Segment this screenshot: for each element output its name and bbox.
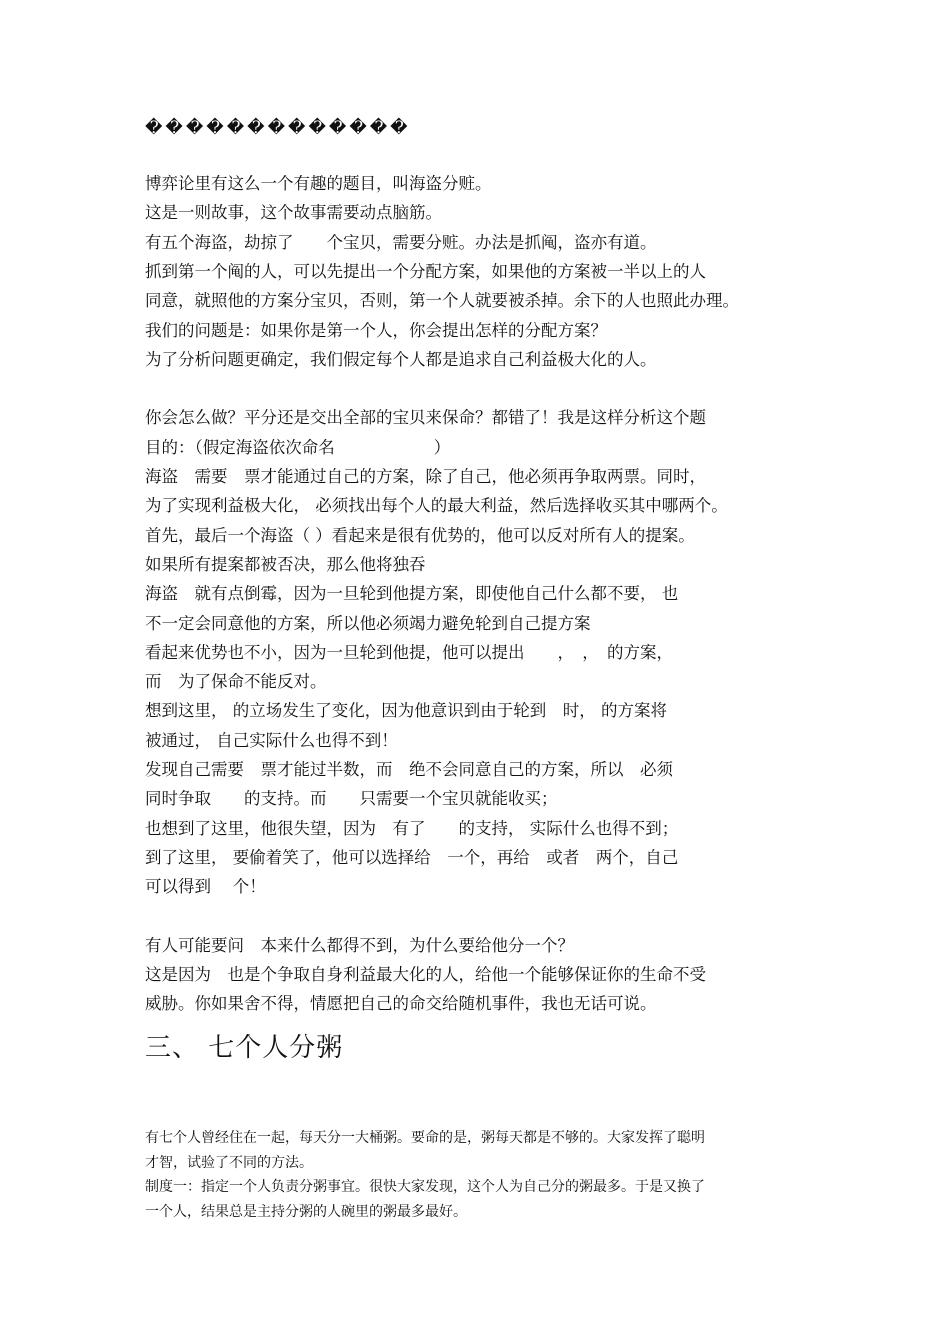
text-line: 发现自己需要 票才能过半数，而 绝不会同意自己的方案，所以 必须 [145, 760, 673, 779]
text-line: 威胁。你如果舍不得，情愿把自己的命交给随机事件，我也无话可说。 [145, 994, 657, 1014]
text-line: 到了这里， 要偷着笑了，他可以选择给 一个，再给 或者 两个，自己 [145, 847, 679, 867]
text-line: 被通过， 自己实际什么也得不到！ [145, 730, 398, 750]
text-line: 同时争取 的支持。而 只需要一个宝贝就能收买； [145, 789, 558, 809]
text-line: 目的：（假定海盗依次命名 ） [145, 437, 451, 457]
text-line: 我们的问题是：如果你是第一个人，你会提出怎样的分配方案？ [145, 320, 607, 340]
text-line: 也想到了这里，他很失望，因为 有了 的支持， 实际什么也得不到； [145, 818, 679, 838]
text-line: 制度一：指定一个人负责分粥事宜。很快大家发现，这个人为自己分的粥最多。于是又换了 [145, 1179, 705, 1195]
text-line: 不一定会同意他的方案，所以他必须竭力避免轮到自己提方案 [145, 613, 591, 633]
text-line: 有人可能要问 本来什么都得不到，为什么要给他分一个？ [145, 935, 574, 955]
text-line: 如果所有提案都被否决，那么他将独吞 [145, 554, 426, 574]
text-line: 一个人，结果总是主持分粥的人碗里的粥最多最好。 [145, 1203, 467, 1220]
text-line: 同意，就照他的方案分宝贝，否则，第一个人就要被杀掉。余下的人也照此办理。 [145, 291, 739, 311]
text-line: 首先，最后一个海盗（ ）看起来是很有优势的，他可以反对所有人的提案。 [145, 525, 695, 545]
text-line: 才智，试验了不同的方法。 [145, 1154, 313, 1171]
text-line: 博弈论里有这么一个有趣的题目，叫海盗分赃。 [145, 174, 492, 193]
text-line: 为了分析问题更确定，我们假定每个人都是追求自己利益极大化的人。 [145, 349, 657, 369]
text-line: 海盗 需要 票才能通过自己的方案，除了自己，他必须再争取两票。同时， [145, 467, 706, 486]
text-line: 抓到第一个阄的人，可以先提出一个分配方案，如果他的方案被一半以上的人 [145, 261, 706, 281]
text-line: 这是一则故事，这个故事需要动点脑筋。 [145, 203, 442, 223]
section-heading: 三、 七个人分粥 [145, 1033, 344, 1063]
text-line: 可以得到 个！ [145, 877, 266, 897]
text-line: 你会怎么做？平分还是交出全部的宝贝来保命？都错了！我是这样分析这个题 [145, 408, 706, 428]
text-line: 而 为了保命不能反对。 [145, 672, 327, 692]
text-line: 有五个海盗，劫掠了 个宝贝，需要分赃。办法是抓阄，盗亦有道。 [145, 232, 657, 252]
text-line: 这是因为 也是个争取自身利益最大化的人，给他一个能够保证你的生命不受 [145, 965, 706, 985]
text-line: 海盗 就有点倒霉，因为一旦轮到他提方案，即使他自己什么都不要， 也 [145, 584, 679, 604]
text-line: 有七个人曾经住在一起，每天分一大桶粥。要命的是，粥每天都是不够的。大家发挥了聪明 [145, 1130, 705, 1146]
text-line: 看起来优势也不小，因为一旦轮到他提，他可以提出 ， ， 的方案， [145, 642, 673, 662]
garbled-title: ������������� [145, 118, 411, 138]
text-line: 想到这里， 的立场发生了变化，因为他意识到由于轮到 时， 的方案将 [145, 701, 667, 721]
text-line: 为了实现利益极大化， 必须找出每个人的最大利益，然后选择收买其中哪两个。 [145, 496, 728, 516]
